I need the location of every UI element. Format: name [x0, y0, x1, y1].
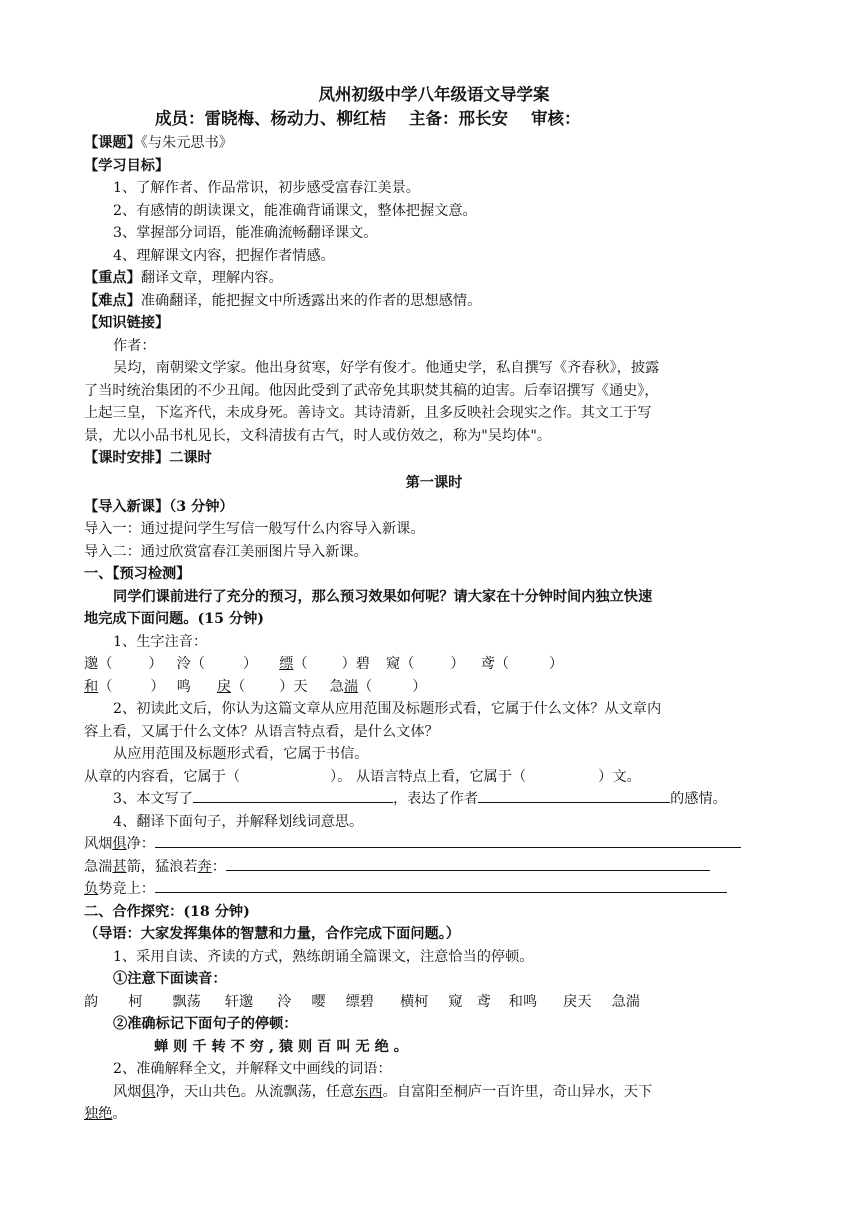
- phonetic-item: 湍: [343, 678, 359, 695]
- phonetic-item: 窥（: [385, 656, 415, 672]
- underlined-word: 俱: [141, 1083, 156, 1100]
- author-bio-line: 吴均，南朝梁文学家。他出身贫寒，好学有俊才。他通史学，私自撰写《齐春秋》，披露: [113, 360, 660, 376]
- intro-option: 导入二：通过欣赏富春江美丽图片导入新课。: [84, 543, 368, 560]
- author-bio-line: 了当时统治集团的不少丑闻。他因此受到了武帝免其职焚其稿的迫害。后奉诏撰写《通史》，: [84, 382, 659, 399]
- q2-fill-line: [84, 766, 784, 789]
- goal-item: 3、掌握部分词语，能准确流畅翻译课文。: [113, 225, 378, 241]
- reading-word: 轩邈: [224, 993, 254, 1010]
- answer-blank[interactable]: [226, 856, 710, 871]
- reading-word: 柯: [128, 993, 143, 1010]
- sentence-key-word: 奔: [197, 858, 212, 875]
- q2-fill-text: ）文。: [598, 768, 641, 785]
- answer-blank[interactable]: [155, 833, 741, 848]
- goal-item: 1、了解作者、作品常识，初步感受富春江美景。: [113, 180, 420, 196]
- phonetic-row: [84, 676, 784, 699]
- intro-label: 【导入新课】: [84, 498, 170, 515]
- reading-word: 嘤: [311, 993, 326, 1010]
- phonetic-item: ）碧: [341, 656, 370, 672]
- sentence-text: ：: [211, 858, 226, 875]
- coop-note: ①注意下面读音：: [113, 971, 227, 987]
- translate-line: [84, 833, 784, 856]
- coop-heading: 二、合作探究：(18 分钟): [84, 903, 250, 920]
- difficulty-text: 准确翻译，能把握文中所透露出来的作者的思想感情。: [140, 292, 482, 309]
- q2-fill-text: 从章的内容看，它属于（: [84, 768, 241, 785]
- goal-item: 4、理解课文内容，把握作者情感。: [113, 247, 335, 264]
- q4-label: 4、翻译下面句子，并解释划线词意思。: [113, 813, 364, 830]
- phonetic-item: ）: [150, 678, 165, 695]
- translate-line: [84, 856, 784, 879]
- coop-q2: 2、准确解释全文，并解释文中画线的词语：: [113, 1061, 392, 1077]
- coop-note: ②准确标记下面句子的停顿：: [113, 1016, 298, 1032]
- phonetic-item: ）: [548, 656, 564, 672]
- schedule-line: [84, 447, 784, 470]
- underlined-word: 独绝: [84, 1106, 113, 1122]
- source-text: 风烟: [113, 1083, 142, 1100]
- phonetic-item: 急: [329, 678, 344, 695]
- source-text-line: [84, 1081, 784, 1104]
- sentence-text: 风烟: [84, 836, 113, 852]
- q2-fill-text: ）。 从语言特点上看，它属于（: [330, 768, 527, 785]
- phonetic-item: （: [358, 678, 373, 695]
- preview-heading: 一、【预习检测】: [84, 566, 191, 582]
- sentence-text: 净：: [126, 836, 155, 852]
- knowledge-heading: 【知识链接】: [84, 315, 170, 331]
- phonetic-item: 和: [84, 678, 99, 695]
- sentence-text: 急湍: [84, 858, 113, 875]
- lesson-line: [84, 132, 784, 155]
- reading-word: 戾天: [563, 993, 592, 1010]
- q1-label: 1、生字注音：: [113, 633, 208, 650]
- translate-line: [84, 878, 784, 901]
- intro-option: 导入一：通过提问学生写信一般写什么内容导入新课。: [84, 521, 425, 537]
- author-bio-line: 景，尤以小品书札见长，文科清拔有古气，时人或仿效之，称为"吴均体"。: [84, 427, 552, 444]
- goals-heading: 【学习目标】: [84, 157, 170, 174]
- author-label: 作者：: [113, 337, 156, 354]
- sentence-text: 箭，猛浪若: [126, 858, 198, 875]
- author-bio-line: 上起三皇，下迄齐代，未成身死。善诗文。其诗清新，且多反映社会现实之作。其文工于写: [84, 405, 652, 421]
- reading-word: 横柯: [399, 993, 429, 1010]
- q3-text: ，表达了作者: [392, 791, 479, 807]
- reading-word: 缥碧: [345, 993, 374, 1010]
- preview-prompt: 地完成下面问题。(15 分钟): [84, 611, 264, 627]
- schedule-text: 二课时: [169, 450, 212, 466]
- difficulty-line: [84, 290, 784, 313]
- authors-line: 成员：雷晓梅、杨动力、柳红桔 主备：邢长安 审核：: [155, 109, 581, 128]
- answer-blank[interactable]: [155, 878, 727, 893]
- lesson-label: 【课题】: [84, 135, 141, 151]
- phonetic-item: （: [98, 678, 113, 695]
- q3-blank[interactable]: [193, 788, 393, 803]
- phonetic-item: ）: [148, 656, 163, 672]
- reading-word: 韵: [84, 993, 99, 1010]
- schedule-label: 【课时安排】: [84, 450, 170, 466]
- pause-sentence: 蝉则千转不穷,猿则百叫无绝。: [154, 1038, 413, 1055]
- sentence-key-word: 俱: [112, 836, 127, 852]
- coop-q1: 1、采用自读、齐读的方式，熟练朗诵全篇课文，注意恰当的停顿。: [113, 948, 534, 965]
- document-title: 凤州初级中学八年级语文导学案: [318, 85, 550, 104]
- sentence-key-word: 甚: [112, 858, 127, 875]
- source-text: 净，天山共色。从流飘荡，任意: [155, 1083, 355, 1100]
- reading-word: 鸢: [476, 993, 491, 1010]
- sentence-text: 势竞上：: [98, 881, 155, 897]
- key-point-label: 【重点】: [84, 270, 141, 286]
- phonetic-item: 邈（: [84, 656, 113, 672]
- coop-guide: （导语：大家发挥集体的智慧和力量，合作完成下面问题。）: [84, 926, 460, 942]
- q2-line: 2、初读此文后，你认为这篇文章从应用范围及标题形式看，它属于什么文体？从文章内: [113, 701, 662, 717]
- phonetic-row: [84, 653, 784, 676]
- q3-line: [84, 788, 784, 811]
- lesson-text: 《与朱元思书》: [140, 135, 233, 151]
- reading-word: 飘荡: [172, 993, 201, 1010]
- reading-word: 泠: [277, 993, 292, 1010]
- source-text-line: [84, 1103, 784, 1126]
- phonetic-item: 鸣: [176, 678, 191, 695]
- phonetic-item: （: [293, 656, 308, 672]
- phonetic-item: ）天: [279, 678, 308, 695]
- key-point-line: [84, 267, 784, 290]
- sentence-key-word: 负: [84, 881, 99, 897]
- intro-time: （3 分钟）: [169, 498, 234, 515]
- phonetic-item: 戾: [216, 678, 232, 695]
- phonetic-item: （: [231, 678, 246, 695]
- phonetic-item: ）: [450, 656, 465, 672]
- source-text: 。自富阳至桐庐一百许里，奇山异水，天下: [382, 1083, 653, 1100]
- phonetic-item: 泠（: [176, 656, 205, 672]
- preview-prompt: 同学们课前进行了充分的预习，那么预习效果如何呢？请大家在十分钟时间内独立快速: [113, 588, 653, 605]
- worksheet-page: [84, 84, 784, 1126]
- reading-word: 和鸣: [508, 993, 538, 1010]
- goal-item: 2、有感情的朗读课文，能准确背诵课文，整体把握文意。: [113, 202, 477, 219]
- first-lesson-heading: 第一课时: [405, 474, 463, 491]
- q3-text: 3、本文写了: [113, 791, 193, 807]
- underlined-word: 东西: [354, 1083, 383, 1100]
- reading-word: 急湍: [611, 993, 640, 1010]
- key-point-text: 翻译文章，理解内容。: [140, 270, 283, 286]
- q2-answer: 从应用范围及标题形式看，它属于书信。: [113, 746, 369, 762]
- phonetic-item: 鸢（: [480, 656, 509, 672]
- reading-word: 窥: [448, 993, 463, 1010]
- q2-line: 容上看，又属于什么文体？从语言特点看，是什么文体？: [84, 723, 439, 740]
- intro-heading: [84, 496, 784, 519]
- q3-text: 的感情。: [670, 791, 727, 807]
- phonetic-item: ）: [412, 678, 427, 695]
- source-text: 。: [112, 1106, 127, 1122]
- phonetic-item: 缥: [279, 656, 294, 672]
- reading-words-row: [84, 991, 784, 1014]
- q3-blank[interactable]: [478, 788, 670, 803]
- phonetic-item: ）: [242, 656, 258, 672]
- difficulty-label: 【难点】: [84, 292, 141, 309]
